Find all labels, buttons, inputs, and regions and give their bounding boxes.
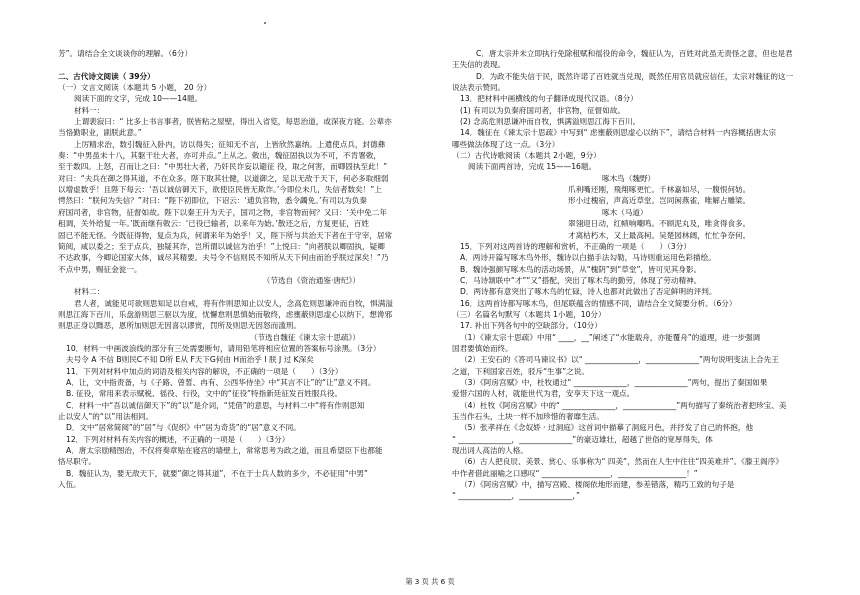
question-line: （1）《谏太宗十思疏》中用“ ____，__”阐述了“水能载舟，亦能覆舟”的道理，进一步强调 xyxy=(460,332,761,342)
question-line: （2）王安石的《答司马谏议书》以“ ______________，______________”两句说明变法上合先王 xyxy=(460,355,779,365)
question-line: 玉当作石头，土块一样不加珍惜的奢靡生活。 xyxy=(452,412,604,421)
option-line: A．让，文中指责备，与《子路、曾皙、冉有、公西华侍坐》中“其言不让”的“让”意义不同。 xyxy=(66,377,376,387)
poem-title: 啄木（马道） xyxy=(602,207,648,217)
poem-line: 形小过槐宿，声高近草堂。岂同闲燕雀，唯解占雕梁。 xyxy=(568,196,751,206)
option-line: 止以安人”的“以”用法相同。 xyxy=(58,412,154,421)
option-line: 入伍。 xyxy=(58,480,81,490)
section-heading: 二、古代诗文阅读（ 39分） xyxy=(58,71,155,81)
text-line: 以增虚数乎！且陛下每云：‘吾以诚信御天下，欲使臣民皆无欺诈。’今即位未几，失信者数矣！”上 xyxy=(58,185,382,195)
question-line: (1) 有司以为负秦府国司者，非官物，征督如故。 xyxy=(460,105,626,115)
question-line: （3）《阿房宫赋》中，杜牧通过“ ______________，______________”两句，提出了秦国如果 xyxy=(460,377,768,387)
question-line: 夫号令 A 不信 B则民C不知 D所 E从 F天下G何由 H而治乎 I 朕 J 过 K深矣 xyxy=(66,355,314,365)
option-line: B．魏诗强颜写啄木鸟的活动场景，从“槐阴”到“草堂”，皆可见其身影。 xyxy=(460,264,702,274)
question-line: 中作者借此丽喻之口感叹“ __________________，__________________！” xyxy=(452,468,698,478)
option-line: B. 征役，常用来表示赋税、徭役、行役，文中的“征役”特指新廷征发百姓服兵役。 xyxy=(66,389,343,399)
text-line: 材料一： xyxy=(74,105,105,115)
question-line: 12．下列对材料有关内容的概述，不正确的一项是（ ）（3分） xyxy=(66,434,290,444)
question-line: 10．材料一中画波浪线的部分有三处需要断句，请用铅笔将相应位置的答案标号涂黑。（3分） xyxy=(66,343,381,353)
left-column xyxy=(58,48,430,490)
source-citation: （节选自魏征《谏太宗十思疏》） xyxy=(249,332,360,342)
question-line: (2) 念高危则思谦冲而自牧，惧满溢则思江海下百川。 xyxy=(460,117,641,127)
poem-title: 啄木鸟（魏野） xyxy=(602,173,656,183)
option-line: A．两诗开篇写啄木鸟外形，魏诗以白描手法勾勒，马诗则重运用色彩描绘。 xyxy=(460,253,716,263)
question-line: 国君要慎始而终。 xyxy=(452,343,513,353)
question-line: 现出词人高洁的人格。 xyxy=(452,446,528,456)
subsection-heading: （三）名篇名句默写（本题共 1小题，10分） xyxy=(452,309,606,319)
question-line: 13．把材料中画横线的句子翻译成现代汉语。（8分） xyxy=(460,94,638,104)
option-line: 恪尽职守。 xyxy=(58,457,96,467)
text-line: 府国司者，非官物，征督如故。陛下以秦王升为天子，国司之物，非官物而何？又曰：‘关中免二年 xyxy=(58,207,387,217)
question-line: “ ______________，______________”的豪迈雄壮，超越了世俗的宽厚得失，体 xyxy=(452,434,713,444)
speck-mark xyxy=(264,22,266,24)
question-line: 之道，下利国家百姓，驳斥“生事”之说。 xyxy=(452,366,589,376)
text-line: 上谓裴寂曰：“ 比多上书言事者，朕皆粘之屋壁，得出入省览，每思治道，或深夜方寝。公辈亦 xyxy=(74,117,392,127)
option-line: B．魏征认为，要无敌天下，就要“御之得其道”，不在于士兵人数的多少，不必征用“中男” xyxy=(66,468,368,478)
text-line: 简阅，咸以委之；至于点兵，独疑其诈，岂所谓以诚信为治乎！”上悦曰：“向者朕以卿固执，疑卿 xyxy=(58,241,385,251)
text-line: 固已不能无怪。今既征得物，复点为兵，何谓来年为始乎！又，陛下所与共治天下者在于守宰，居常 xyxy=(58,230,393,240)
option-line: D．文中“居常简阅”的“居”与《促织》中“居为奇货”的“居”意义不同。 xyxy=(66,423,301,433)
poem-line: 才离枯朽木，又上最高柯。吴楚园林阔，忙忙争奈何。 xyxy=(568,230,751,240)
question-line: 11．下列对材料中加点的词语及相关内容的解说，不正确的一项是（ ）（3分） xyxy=(66,366,343,376)
text-line xyxy=(58,59,430,70)
question-line: “ ______________，______________，” xyxy=(452,491,580,501)
option-line: 说法表示赞同。 xyxy=(452,83,506,93)
question-line: 哪些做法体现了这一点。（3分） xyxy=(452,139,560,149)
option-line: C．材料一中“吾以诚信御天下”的“以”是介词，“凭借”的意思，与材料二中“将有作则思知 xyxy=(66,400,365,410)
option-line: C．唐太宗并未立即执行免除租赋和徭役的命令，魏征认为，百姓对此虽无责怪之意，但也是君 xyxy=(476,49,793,58)
text-line: 奏：“中男虽未十八，其躯干壮大者，亦可并点。”上从之。敕出，魏征固执以为不可，不肯署敕， xyxy=(58,151,382,161)
text-line: 不达政事，今卿论国家大体，诚尽其精要。夫号令不信则民不知所从天下何由而治乎朕过深矣！”乃 xyxy=(58,253,389,263)
text-line: 阅读下面两首诗，完成 15——16题。 xyxy=(468,162,597,172)
text-line: 芳”。请结合全文谈谈你的理解。（6分） xyxy=(58,49,193,58)
text-line: 当恪勤职业，副朕此意。” xyxy=(58,128,142,138)
text-line: 则思正身以黜恶，恩所加则思无因喜以谬赏，罚所及则思无因怒而滥刑。 xyxy=(58,321,301,331)
text-line: 不点中男，赐征金瓮一。 xyxy=(58,264,142,274)
page-number: 第 3 页 共 6 页 xyxy=(405,577,455,586)
text-line: 租调，关外给复一年。’既而继有敕云：‘已役已输者，以来年为始。’散还之后，方复更征，百姓 xyxy=(58,219,369,229)
option-line: A．唐太宗励精图治，不仅将奏章贴在寝宫的墙壁上，常常思考为政之道，而且希望臣下也都能 xyxy=(66,446,383,456)
text-line: 则思江海下百川，乐盘游则思三驱以为度，忧懈怠则思慎始而敬终，虑壅蔽则思虚心以纳下，想谗邪 xyxy=(58,309,393,319)
text-line: 愕然曰：“朕何为失信？”对曰：“陛下初即位，下诏云：‘逋负官物，悉令蠲免。’有司以为负秦 xyxy=(58,196,367,206)
question-line: （7）《阿房宫赋》中，描写宫殿、楼阁依地形而建，参差错落，精巧工致的句子是 xyxy=(460,480,735,490)
option-line: 王失信的表现。 xyxy=(452,60,506,70)
poem-line: 爪利嘴还刚，飛翔啄更忙。千林嘉如尽，一腹恨何妨。 xyxy=(568,185,751,195)
text-line: 阅读下面的文字，完成 10——14题。 xyxy=(74,94,203,104)
text-line: 君人者，诚能见可欲则思知足以自戒，将有作则思知止以安人，念高危则思谦冲而自牧，惧满溢 xyxy=(74,298,393,308)
question-line: （6）古人把良辰、美景、赏心、乐事称为“ 四美”，然而在人生中往往“四美难并”。《滕王阁序》 xyxy=(460,457,783,467)
option-line: D．两诗都有意突出了啄木鸟的忙碌，诗人也都对此做出了否定鲜明的评判。 xyxy=(460,287,717,297)
source-citation: （节选自《资治通鉴·唐纪》） xyxy=(262,275,360,285)
question-line: 15．下列对这两首诗的理解和赏析，不正确的一项是（ ）（3分） xyxy=(460,241,691,251)
text-line: 上厉精求治，数引魏征入卧内，访以得失；征知无不言，上皆欣然嘉纳。上遣使点兵，封德彝 xyxy=(74,139,386,149)
question-line: 16．这两首诗都写啄木鸟，但尾联蕴含的情感不同，请结合全文简要分析。（6分） xyxy=(460,298,737,308)
text-line: 对曰：“夫兵在御之得其道，不在众多。陛下取其壮健，以道御之，足以无敌于天下，何必多取细弱 xyxy=(58,173,389,183)
text-line: 材料二： xyxy=(74,287,105,297)
subsection-heading: （二）古代诗歌阅读（本题共 2小题，9分） xyxy=(452,151,601,161)
question-line: （5）张孝祥在《念奴娇 · 过洞庭》这首词中描摹了洞庭月色，并抒发了自己的怀抱，他 xyxy=(460,423,754,433)
text-line: 至于数四。上怒，召而让之曰：“中男壮大者，乃奸民诈妄以避征 役，取之何害，而卿固执至此！” xyxy=(58,162,388,172)
option-line: C．马诗颔联中“才”“又”搭配，突出了啄木鸟的勤劳，体现了劳动精神。 xyxy=(460,275,702,285)
question-line: 17. 补出下列各句中的空缺部分。（10分） xyxy=(460,321,602,331)
subsection-heading: （一）文言文阅读（本题共 5 小题， 20 分） xyxy=(58,83,212,93)
question-line: （4）杜牧《阿房宫赋》中的“ ______________，______________”两句描写了秦统治者把珍宝、美 xyxy=(460,400,787,410)
question-line: 爱惜六国的人材，就能世代为君，安享天下这一观点。 xyxy=(452,389,635,399)
question-line: 14．魏征在《谏太宗十思疏》中写到“ 虑壅蔽则思虚心以纳下”，请结合材料一内容概括唐太宗 xyxy=(460,128,777,138)
poem-line: 翠翎迎日动，红帻响嘲鸣。不顾泥丸及，唯贪得食多。 xyxy=(568,219,751,229)
option-line: D．为政不能失信于民，既然许诺了百姓就当兑现，既然任用官员就应信任，太宗对魏征的这一 xyxy=(476,71,794,81)
right-column xyxy=(452,48,814,502)
